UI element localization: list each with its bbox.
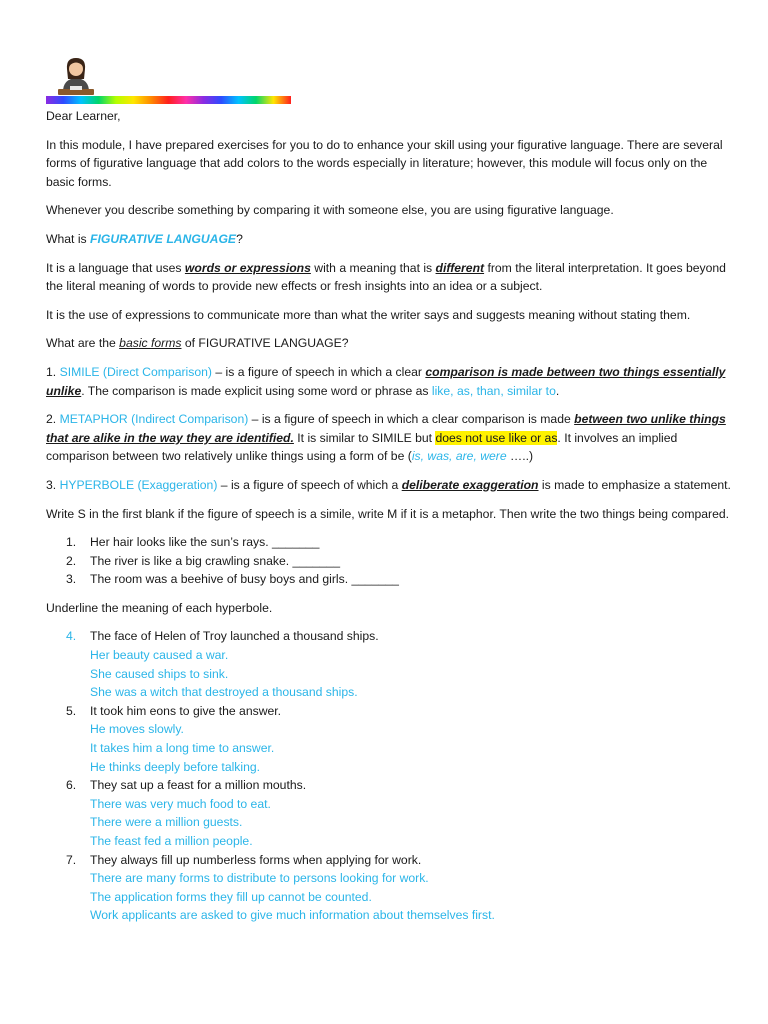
item-text: The river is like a big crawling snake. _______ [90,553,340,568]
header-banner [46,50,296,106]
item-text: It took him eons to give the answer. [90,703,282,718]
module-content [46,107,736,925]
form-text: . The comparison is made explicit using some word or phrase as [81,383,432,398]
form-emphasis: between two unlike things that are alike in the way they are identified. [46,412,726,445]
expressions-paragraph: It is the use of expressions to communicate more than what the writer says and suggests meaning without stating them. [46,307,691,322]
item-number: 5. [66,703,77,718]
question-text: What are the [46,336,120,351]
list-item [46,851,736,870]
teacher-avatar-icon [54,52,98,96]
list-item [46,627,736,646]
form-text: …..) [506,449,534,464]
intro-paragraph: In this module, I have prepared exercises for you to do to enhance your skill using your figurative language. There are several forms of figurative language that add colors to the words especially in literature; however, this module will focus only on the basic forms. [46,137,723,189]
hyperbole-option[interactable]: Her beauty caused a war. [90,648,229,663]
list-item [46,552,736,571]
form-name: METAPHOR (Indirect Comparison) [59,412,249,427]
hyperbole-option[interactable]: She caused ships to sink. [90,666,229,681]
list-item [46,570,736,589]
item-text: Her hair looks like the sun’s rays. _______ [90,535,320,550]
be-forms: is, was, are, were [411,449,507,464]
def-text: from the literal interpretation. It goes beyond the literal meaning of words to provide new effects or fresh insights into an idea or a subject. [46,260,726,294]
form-number: 1. [46,364,60,379]
def-text: with a meaning that is [310,260,436,275]
list-item [46,702,736,721]
def-emphasis: different [435,260,485,275]
simile-words: like, as, than, similar to [431,383,556,398]
simile-definition [46,363,736,400]
rainbow-divider [46,96,291,104]
form-number: 2. [46,412,60,427]
form-emphasis: comparison is made between two things essentially unlike [46,364,726,398]
def-text: It is a language that uses [46,260,185,275]
item-number: 3. [66,572,77,587]
item-number: 4. [66,629,77,644]
highlighted-text: does not use like or as [435,430,558,445]
item-text: The room was a beehive of busy boys and girls. _______ [90,572,399,587]
hyperbole-option[interactable]: The feast fed a million people. [90,834,253,848]
hyperbole-option[interactable]: The application forms they fill up cannot be counted. [90,889,372,904]
hyperbole-option[interactable]: He thinks deeply before talking. [90,759,261,774]
simile-exercise-list [46,533,736,589]
hyperbole-exercise-list [46,627,736,925]
question-text: of FIGURATIVE LANGUAGE? [181,336,349,351]
form-text: It is similar to SIMILE but [293,430,436,445]
list-item [46,533,736,552]
hyperbole-definition [46,476,736,495]
hyperbole-option[interactable]: Work applicants are asked to give much information about themselves first. [90,908,495,923]
item-number: 2. [66,553,77,568]
item-text: The face of Helen of Troy launched a thousand ships. [90,629,379,644]
question-mark: ? [236,231,243,246]
item-number: 7. [66,852,77,867]
hyperbole-option[interactable]: There was very much food to eat. [90,796,271,811]
item-number: 6. [66,778,77,793]
def-emphasis: words or expressions [184,260,311,275]
hyperbole-option[interactable]: There are many forms to distribute to persons looking for work. [90,871,429,886]
question-text: What is [46,231,91,246]
comparing-paragraph: Whenever you describe something by comparing it with someone else, you are using figurative language. [46,203,614,218]
form-number: 3. [46,477,60,492]
form-text: is made to emphasize a statement. [538,477,731,492]
term-highlight: FIGURATIVE LANGUAGE [90,231,237,246]
item-text: They sat up a feast for a million mouths. [90,778,307,793]
hyperbole-option[interactable]: There were a million guests. [90,815,243,830]
form-text: – is a figure of speech in which a clear [211,364,426,379]
form-emphasis: deliberate exaggeration [401,477,539,492]
simile-instruction: Write S in the first blank if the figure of speech is a simile, write M if it is a metaphor. Then write the two things being compared. [46,506,730,521]
item-text: They always fill up numberless forms when applying for work. [90,852,422,867]
metaphor-definition [46,410,736,466]
definition-paragraph [46,259,736,296]
hyperbole-option[interactable]: It takes him a long time to answer. [90,741,275,756]
list-item [46,776,736,795]
form-text: – is a figure of speech of which a [217,477,402,492]
hyperbole-instruction: Underline the meaning of each hyperbole. [46,600,273,615]
what-is-question [46,230,736,249]
form-name: SIMILE (Direct Comparison) [59,364,212,379]
form-text: – is a figure of speech in which a clear comparison is made [248,412,575,427]
hyperbole-option[interactable]: She was a witch that destroyed a thousand ships. [90,685,358,700]
form-text: . [555,383,560,398]
basic-forms-question [46,334,736,353]
greeting: Dear Learner, [46,109,121,123]
item-number: 1. [66,535,77,550]
basic-forms-emphasis: basic forms [119,336,182,351]
hyperbole-option[interactable]: He moves slowly. [90,722,184,737]
form-text: . It involves an implied comparison between two relatively unlike things using a form of be ( [46,430,678,464]
form-name: HYPERBOLE (Exaggeration) [59,477,218,492]
